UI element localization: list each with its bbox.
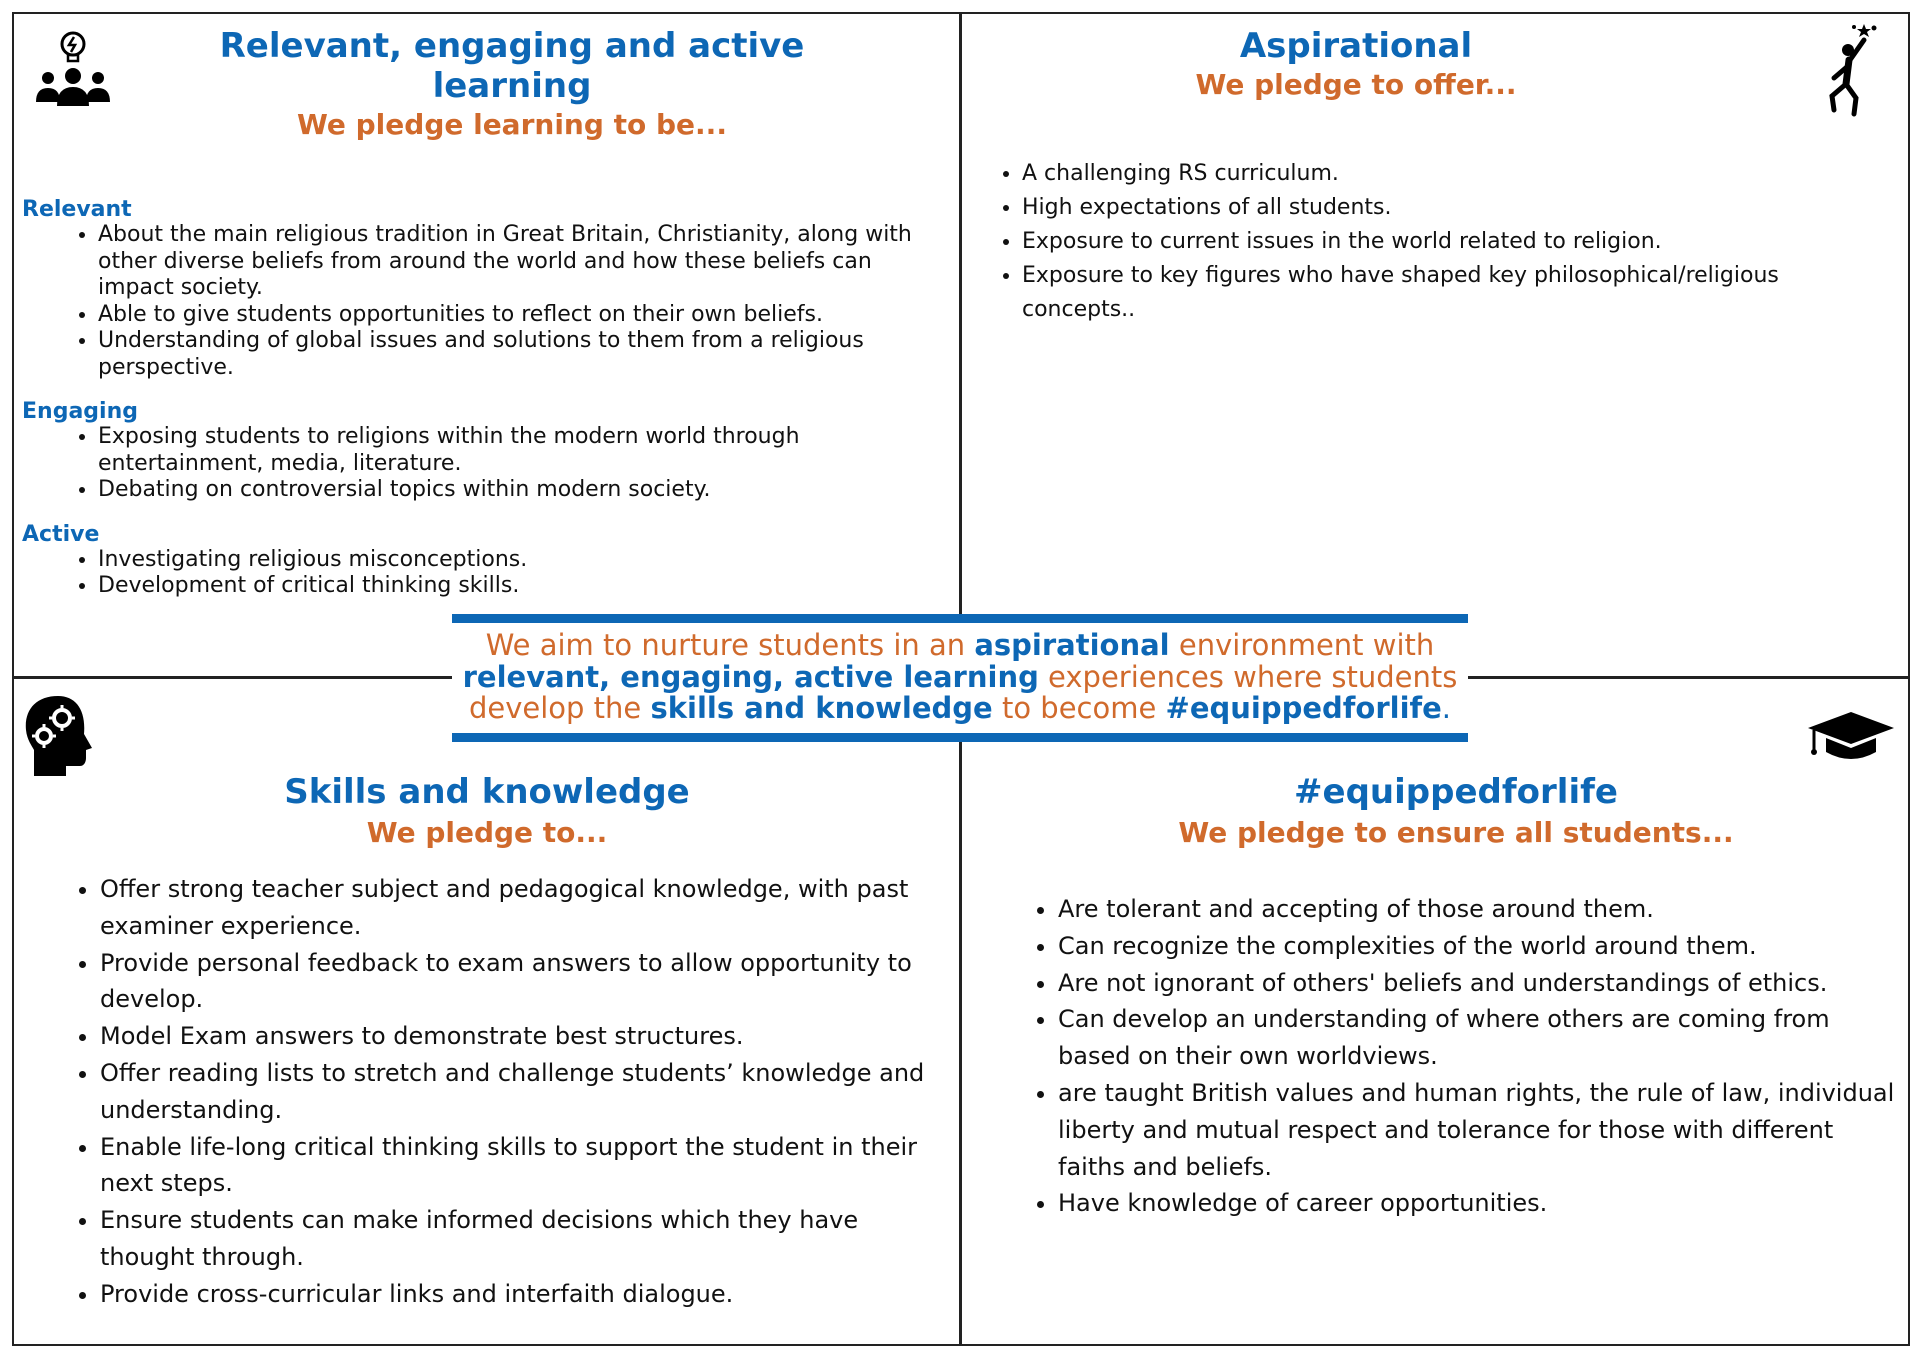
list-item: • Exposure to key figures who have shaped key philosophical/religious concepts.. <box>1022 259 1842 327</box>
list-item: • Have knowledge of career opportunities. <box>1058 1185 1898 1222</box>
list-item: • are taught British values and human rights, the rule of law, individual liberty and mutual respect and tolerance for those with different faiths and beliefs. <box>1058 1075 1898 1185</box>
statement-text: We aim to nurture students in an aspirational environment with relevant, engaging, active learning experiences where students develop the skills and knowledge to become #equippedforlife. <box>462 628 1458 725</box>
list-item: • Exposing students to religions within the modern world through entertainment, media, literature. <box>98 424 952 477</box>
q4-title: #equippedforlife <box>1294 772 1618 812</box>
head-gears-icon <box>22 694 98 783</box>
q1-subtitle: We pledge learning to be... <box>297 108 727 141</box>
list-item: • Offer reading lists to stretch and challenge students’ knowledge and understanding. <box>100 1055 940 1129</box>
graduation-cap-icon <box>1806 710 1896 769</box>
q3-subtitle: We pledge to... <box>366 816 608 849</box>
list-item: • Able to give students opportunities to reflect on their own beliefs. <box>98 302 952 329</box>
list-item: • Offer strong teacher subject and pedagogical knowledge, with past examiner experience. <box>100 871 940 945</box>
list-item: • Enable life-long critical thinking skills to support the student in their next steps. <box>100 1129 940 1203</box>
list-item: • Can recognize the complexities of the world around them. <box>1058 928 1898 965</box>
aspirational-list <box>966 157 1842 327</box>
quadrant-equippedforlife <box>966 772 1906 1312</box>
list-item: • High expectations of all students. <box>1022 191 1842 225</box>
list-item: • Debating on controversial topics within modern society. <box>98 477 952 504</box>
q3-title: Skills and knowledge <box>284 772 690 812</box>
list-item: • Provide cross-curricular links and interfaith dialogue. <box>100 1276 940 1313</box>
list-item: • Ensure students can make informed decisions which they have thought through. <box>100 1202 940 1276</box>
active-list <box>22 547 952 600</box>
list-item: • Can develop an understanding of where others are coming from based on their own worldviews. <box>1058 1001 1898 1075</box>
mission-statement <box>452 614 1468 742</box>
list-item: • Provide personal feedback to exam answers to allow opportunity to develop. <box>100 945 940 1019</box>
list-item: • Investigating religious misconceptions. <box>98 547 952 574</box>
section-heading-engaging: Engaging <box>22 399 138 424</box>
list-item: • Development of critical thinking skills. <box>98 573 952 600</box>
list-item: • Exposure to current issues in the world related to religion. <box>1022 225 1842 259</box>
q4-subtitle: We pledge to ensure all students... <box>1178 816 1734 849</box>
statement-bottom-bar <box>452 733 1468 742</box>
engaging-list <box>22 424 952 504</box>
statement-top-bar <box>452 614 1468 623</box>
list-item: • Model Exam answers to demonstrate best structures. <box>100 1018 940 1055</box>
quadrant-relevant-engaging-active <box>22 26 952 598</box>
list-item: • About the main religious tradition in Great Britain, Christianity, along with other diverse beliefs from around the world and how these beliefs can impact society. <box>98 222 952 302</box>
list-item: • Are tolerant and accepting of those around them. <box>1058 891 1898 928</box>
list-item: • Are not ignorant of others' beliefs and understandings of ethics. <box>1058 965 1898 1002</box>
section-heading-relevant: Relevant <box>22 197 132 222</box>
quadrant-aspirational <box>966 26 1906 626</box>
section-heading-active: Active <box>22 521 100 547</box>
horizontal-divider-right <box>1468 676 1910 679</box>
q2-subtitle: We pledge to offer... <box>1195 68 1517 101</box>
q2-title: Aspirational <box>1239 26 1473 66</box>
equipped-list <box>966 891 1898 1222</box>
relevant-list <box>22 222 952 381</box>
skills-list <box>22 871 940 1313</box>
list-item: • Understanding of global issues and solutions to them from a religious perspective. <box>98 328 952 381</box>
list-item: • A challenging RS curriculum. <box>1022 157 1842 191</box>
quadrant-skills-knowledge <box>22 772 952 1312</box>
q1-title: Relevant, engaging and active learning <box>219 26 805 106</box>
horizontal-divider-left <box>12 676 452 679</box>
